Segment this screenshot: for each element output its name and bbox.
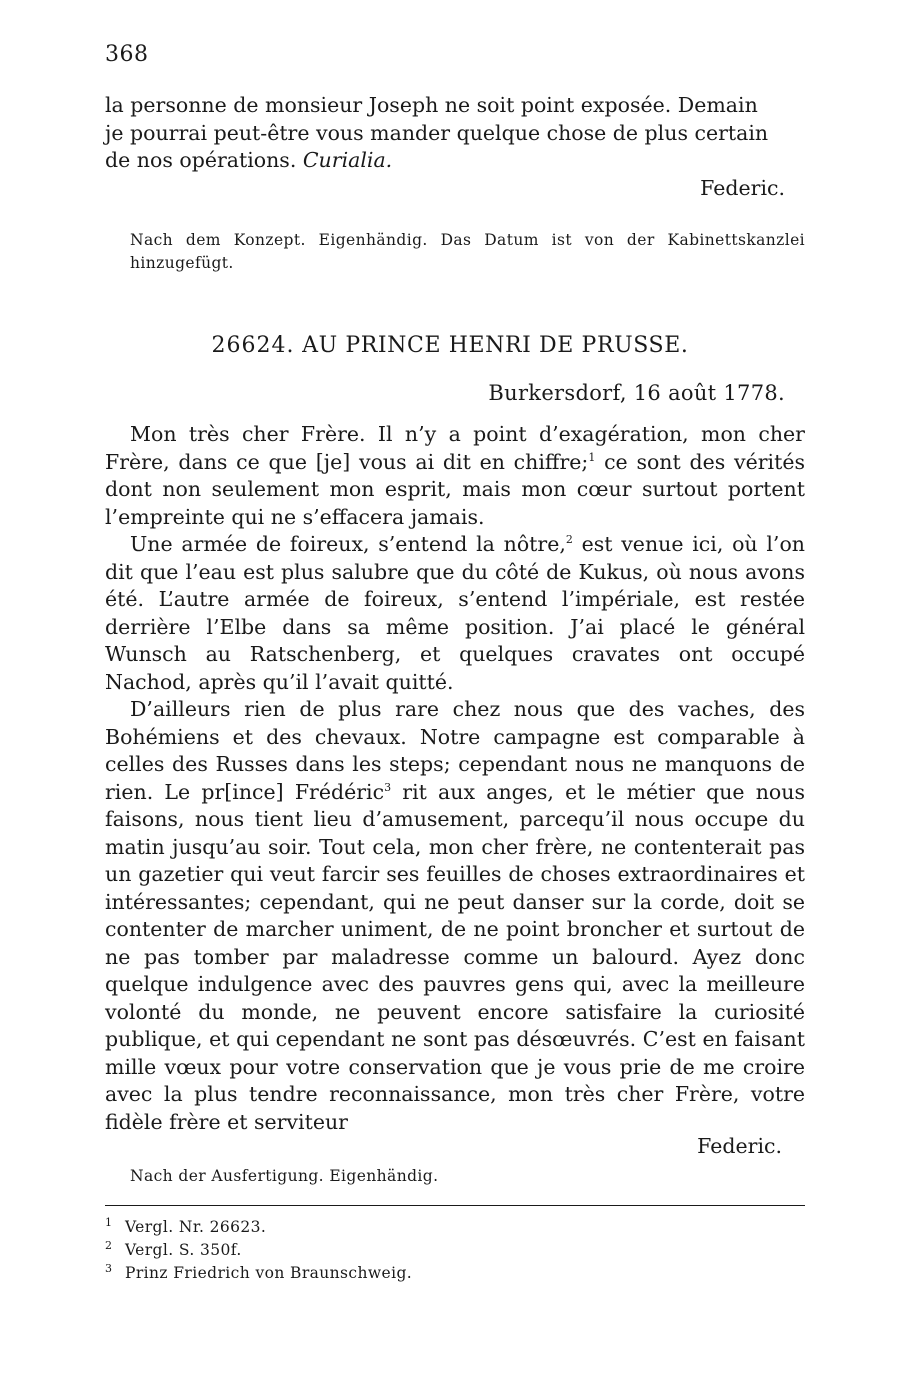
paragraph: Une armée de foireux, s’entend la nôtre,$^2$ est venue ici, où l’on dit que l’eau est plus salubre que du côté de Kukus, où nous avons été. L’autre armée de foireux, s’entend l’impériale, est restée derrière l’Elbe dans sa même position. J’ai placé le général Wunsch au Ratschenberg, et quelques cravates ont occupé Nachod, après qu’il l’avait quitté. bbox=[105, 532, 805, 694]
letter-signature: Federic. bbox=[697, 1134, 782, 1158]
footnote: $^2$ Vergl. S. 350f. bbox=[105, 1238, 242, 1259]
previous-letter-source-note: Nach dem Konzept. Eigenhändig. Das Datum ist von der Kabinettskanzlei hinzugefügt. bbox=[130, 231, 805, 272]
letter-source-note: Nach der Ausfertigung. Eigenhändig. bbox=[130, 1167, 439, 1185]
footnote-ref: 1 bbox=[588, 450, 596, 464]
footnotes bbox=[105, 1216, 412, 1285]
letter-title: AU PRINCE HENRI DE PRUSSE. bbox=[302, 333, 689, 358]
italic-closing: Curialia. bbox=[302, 148, 393, 172]
footnote-ref: 2 bbox=[565, 533, 573, 547]
previous-letter-signature: Federic. bbox=[700, 176, 785, 200]
footnote-divider bbox=[105, 1205, 805, 1206]
footnote: $^3$ Prinz Friedrich von Braunschweig. bbox=[105, 1261, 413, 1282]
paragraph: D’ailleurs rien de plus rare chez nous que des vaches, des Bohémiens et des chevaux. Notre campagne est comparable à celles des Russes dans les steps; cependant nous ne manquons de rien. Le pr[ince] Frédéric$^3$ rit aux anges, et le métier que nous faisons, nous tient lieu d’amusement, parcequ’il nous occupe du matin jusqu’au soir. Tout cela, mon cher frère, ne contenterait pas un gazetier qui veut farcir ses feuilles de choses extraordinaires et intéressantes; cependant, qui ne peut danser sur la corde, doit se contenter de marcher uniment, de ne point broncher et surtout de ne pas tomber par maladresse comme un balourd. Ayez donc quelque indulgence avec des pauvres gens qui, avec la meilleure volonté du monde, ne peuvent encore satisfaire la curiosité publique, et qui cependant ne sont pas désœuvrés. C’est en faisant mille vœux pour votre conservation que je vous prie de me croire avec la plus tendre reconnaissance, mon très cher Frère, votre fidèle frère et serviteur bbox=[105, 697, 805, 1134]
footnote: $^1$ Vergl. Nr. 26623. bbox=[105, 1215, 267, 1236]
letter-number: 26624. bbox=[211, 333, 295, 358]
text-line: de nos opérations. Curialia. bbox=[105, 148, 393, 172]
page-number: 368 bbox=[105, 42, 149, 67]
paragraph: Mon très cher Frère. Il n’y a point d’exagération, mon cher Frère, dans ce que [je] vous ai dit en chiffre;$^1$ ce sont des vérités dont non seulement mon esprit, mais mon cœur surtout portent l’empreinte qui ne s’effacera jamais. bbox=[105, 422, 805, 529]
letter-heading bbox=[0, 333, 900, 358]
letter-body bbox=[105, 421, 805, 1136]
previous-letter-ending bbox=[105, 92, 805, 175]
text-line: la personne de monsieur Joseph ne soit point exposée. Demain bbox=[105, 93, 758, 117]
letter-dateline: Burkersdorf, 16 août 1778. bbox=[488, 381, 785, 405]
footnote-ref: 3 bbox=[384, 780, 392, 794]
text-line: je pourrai peut-être vous mander quelque chose de plus certain bbox=[105, 120, 769, 145]
